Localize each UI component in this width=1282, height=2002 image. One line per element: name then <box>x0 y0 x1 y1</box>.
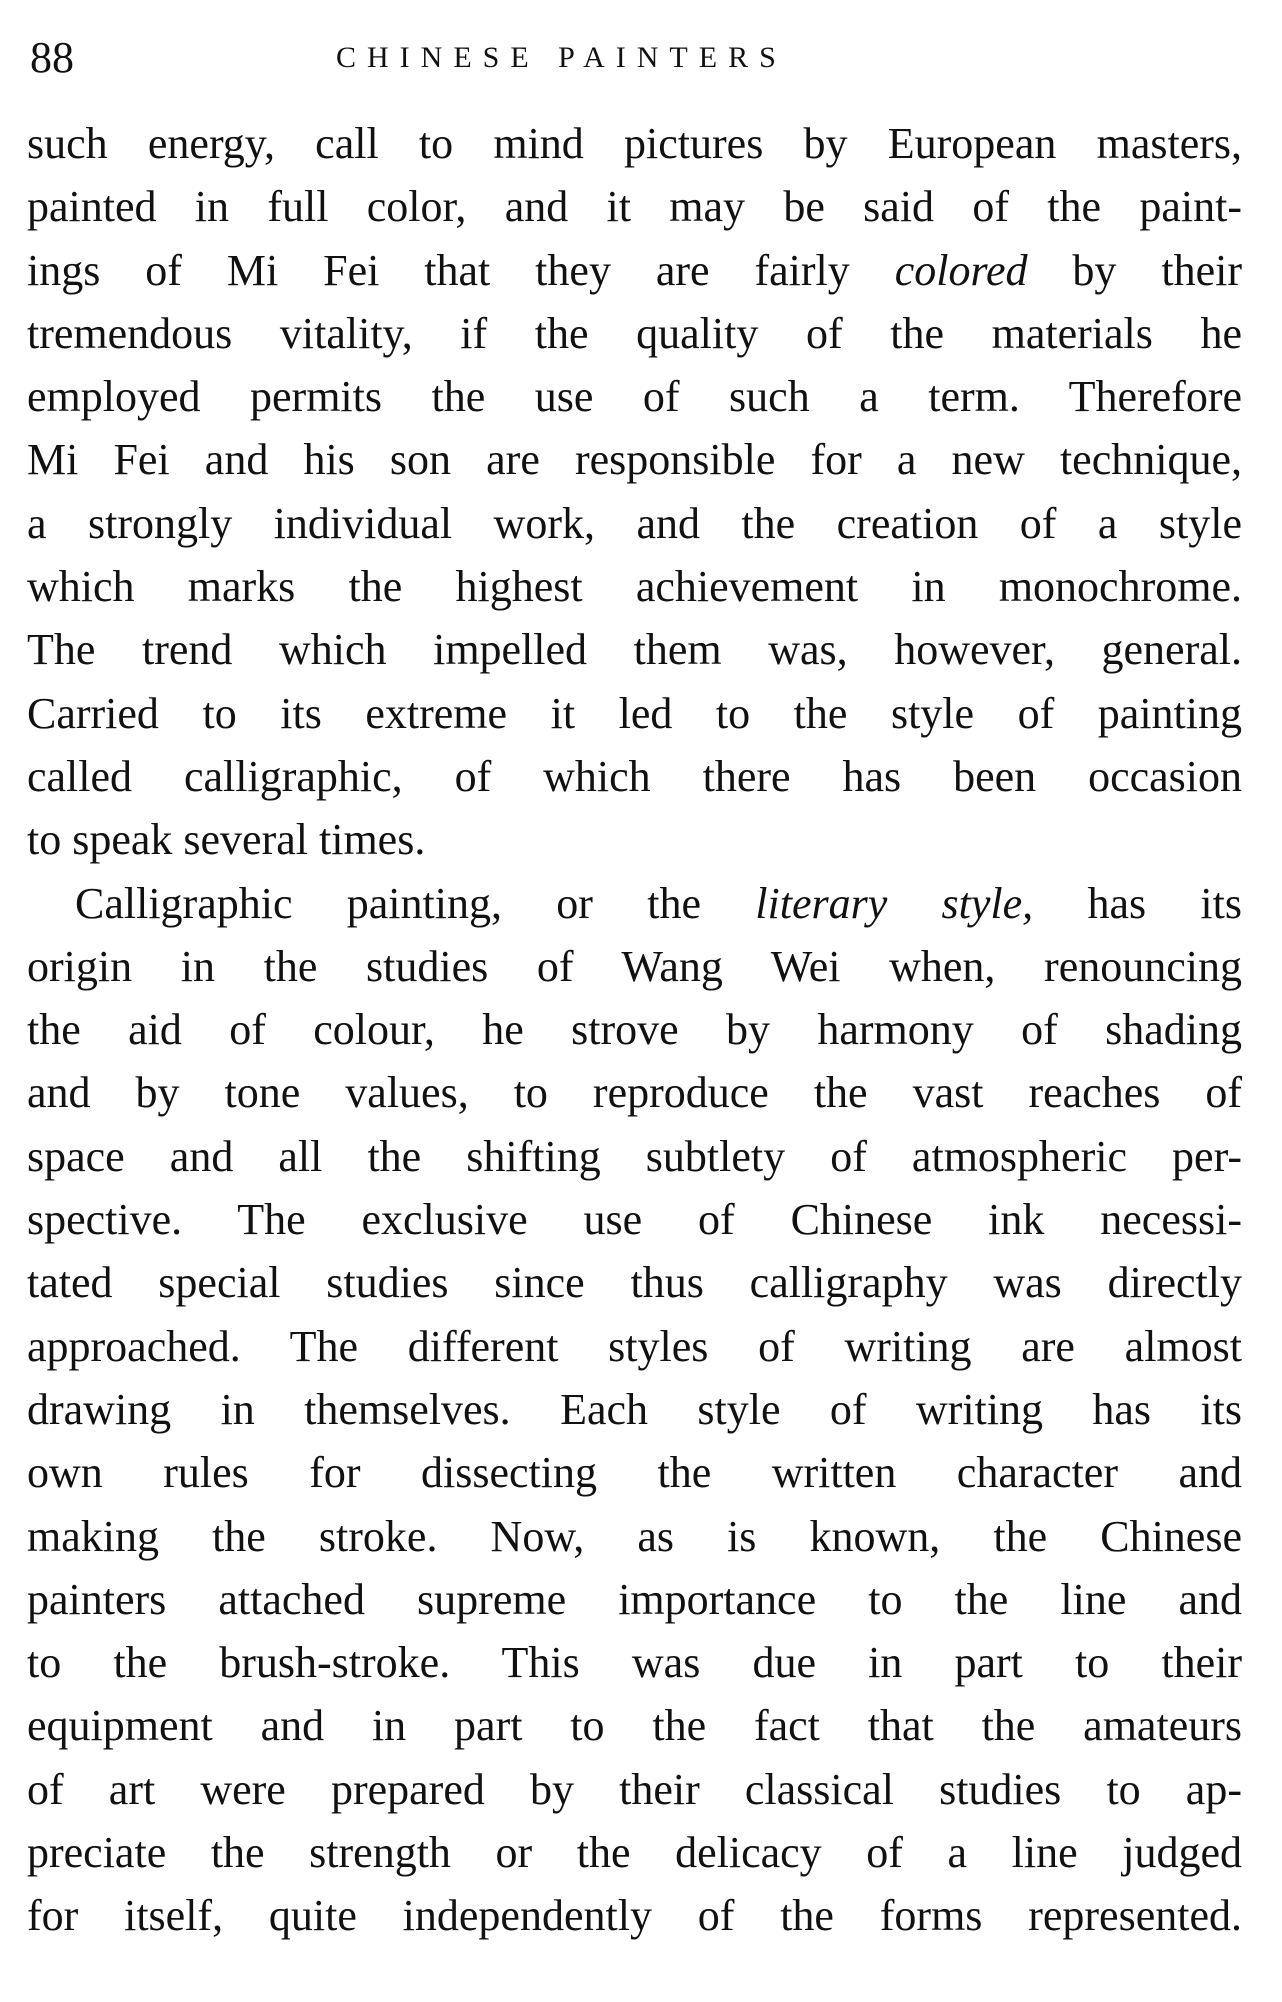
text-line: painted in full color, and it may be said of the paint- <box>27 182 1242 232</box>
text-line: Carried to its extreme it led to the style of painting <box>27 688 1242 738</box>
text-line: making the stroke. Now, as is known, the Chinese <box>27 1511 1242 1561</box>
text-line: to the brush-stroke. This was due in part to their <box>27 1638 1242 1688</box>
page-number: 88 <box>30 33 74 82</box>
text-line <box>27 239 1242 302</box>
text-line: tremendous vitality, if the quality of the materials he <box>27 308 1242 358</box>
text-span: Calligraphic painting, or the <box>75 878 756 928</box>
text-line: equipment and in part to the fact that the amateurs <box>27 1701 1242 1751</box>
text-line: drawing in themselves. Each style of writing has its <box>27 1384 1242 1434</box>
text-line: such energy, call to mind pictures by European masters, <box>27 119 1242 168</box>
text-line: approached. The different styles of writing are almost <box>27 1321 1242 1371</box>
text-line: preciate the strength or the delicacy of a line judged <box>27 1828 1242 1878</box>
text-line: and by tone values, to reproduce the vast reaches of <box>27 1068 1242 1118</box>
body-text <box>27 112 1242 1948</box>
text-line: to speak several times. <box>27 815 426 865</box>
text-line: for itself, quite independently of the forms represented. <box>27 1891 1242 1941</box>
text-line: space and all the shifting subtlety of atmospheric per- <box>27 1131 1242 1181</box>
text-line: called calligraphic, of which there has been occasion <box>27 751 1242 801</box>
text-line <box>27 872 1242 935</box>
text-span: by their <box>1027 245 1242 295</box>
text-line: The trend which impelled them was, however, general. <box>27 625 1242 675</box>
page-header <box>30 30 1230 86</box>
text-line: spective. The exclusive use of Chinese ink necessi- <box>27 1195 1242 1245</box>
text-line: origin in the studies of Wang Wei when, renouncing <box>27 941 1242 991</box>
italic-text: literary style, <box>755 878 1034 928</box>
text-line: of art were prepared by their classical studies to ap- <box>27 1764 1242 1814</box>
text-line: the aid of colour, he strove by harmony of shading <box>27 1005 1242 1055</box>
text-line: employed permits the use of such a term. Therefore <box>27 372 1242 422</box>
text-line: own rules for dissecting the written character and <box>27 1448 1242 1498</box>
text-line: painters attached supreme importance to the line and <box>27 1574 1242 1624</box>
italic-text: colored <box>894 245 1028 295</box>
text-line: which marks the highest achievement in monochrome. <box>27 562 1242 612</box>
text-span: has its <box>1033 878 1242 928</box>
running-title: CHINESE PAINTERS <box>336 41 787 74</box>
text-span: ings of Mi Fei that they are fairly <box>27 245 895 295</box>
text-line: a strongly individual work, and the creation of a style <box>27 498 1242 548</box>
text-line: tated special studies since thus calligraphy was directly <box>27 1258 1242 1308</box>
text-line: Mi Fei and his son are responsible for a new technique, <box>27 435 1242 485</box>
